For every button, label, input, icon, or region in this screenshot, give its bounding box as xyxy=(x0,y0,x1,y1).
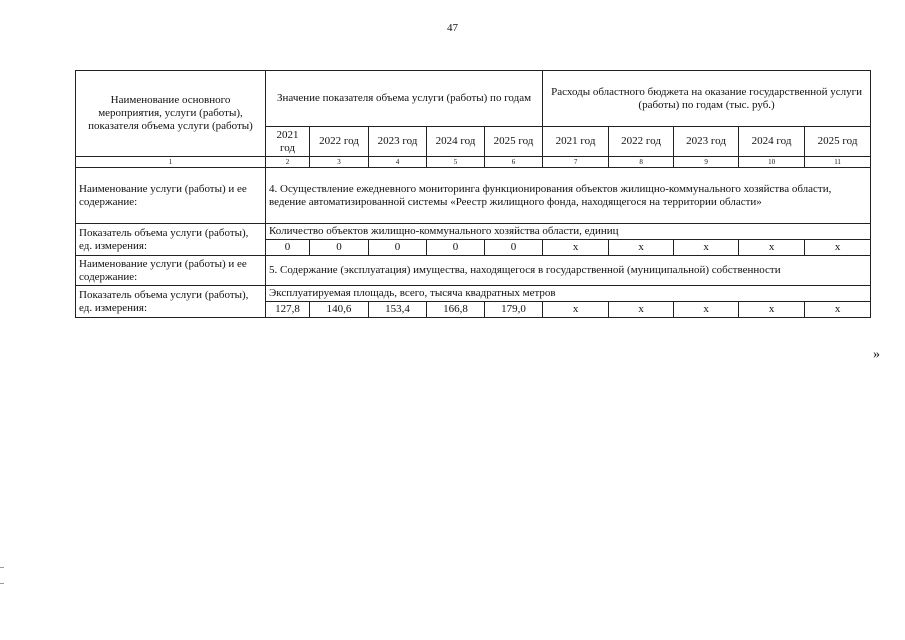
column-number: 10 xyxy=(739,157,805,168)
page-number: 47 xyxy=(447,22,458,34)
service-label: Наименование услуги (работы) и ее содержание: xyxy=(76,256,266,286)
value-cell: 0 xyxy=(266,240,310,256)
service-description: 4. Осуществление ежедневного мониторинга функционирования объектов жилищно-коммунального хозяйства области, ведение автоматизированной системы «Реестр жилищного фонда, находящегося на территории области» xyxy=(266,168,871,224)
service-description: 5. Содержание (эксплуатация) имущества, находящегося в государственной (муниципальной) собственности xyxy=(266,256,871,286)
year-header: 2025 год xyxy=(485,127,543,157)
expense-cell: х xyxy=(805,302,871,318)
column-number: 1 xyxy=(76,157,266,168)
closing-quote-mark: » xyxy=(873,347,880,362)
value-cell: 0 xyxy=(369,240,427,256)
year-header: 2021 год xyxy=(543,127,609,157)
value-cell: 153,4 xyxy=(369,302,427,318)
header-indicator-values: Значение показателя объема услуги (работы) по годам xyxy=(266,71,543,127)
column-number: 11 xyxy=(805,157,871,168)
year-header: 2024 год xyxy=(739,127,805,157)
value-cell: 0 xyxy=(427,240,485,256)
expense-cell: х xyxy=(609,240,674,256)
column-number: 9 xyxy=(674,157,739,168)
expense-cell: х xyxy=(739,240,805,256)
value-cell: 179,0 xyxy=(485,302,543,318)
year-header: 2024 год xyxy=(427,127,485,157)
column-number: 5 xyxy=(427,157,485,168)
expense-cell: х xyxy=(543,302,609,318)
year-header: 2025 год xyxy=(805,127,871,157)
indicator-description: Количество объектов жилищно-коммунального хозяйства области, единиц xyxy=(266,224,871,240)
column-number: 3 xyxy=(310,157,369,168)
scan-edge-mark xyxy=(0,583,4,584)
year-header: 2021 год xyxy=(266,127,310,157)
expense-cell: х xyxy=(739,302,805,318)
budget-table xyxy=(75,70,871,318)
column-number: 7 xyxy=(543,157,609,168)
value-cell: 0 xyxy=(485,240,543,256)
year-header: 2022 год xyxy=(310,127,369,157)
indicator-label: Показатель объема услуги (работы), ед. измерения: xyxy=(76,224,266,256)
expense-cell: х xyxy=(805,240,871,256)
year-header: 2023 год xyxy=(369,127,427,157)
scan-edge-mark xyxy=(0,567,4,568)
indicator-description: Эксплуатируемая площадь, всего, тысяча квадратных метров xyxy=(266,286,871,302)
column-number: 8 xyxy=(609,157,674,168)
service-label: Наименование услуги (работы) и ее содержание: xyxy=(76,168,266,224)
value-cell: 0 xyxy=(310,240,369,256)
expense-cell: х xyxy=(674,240,739,256)
value-cell: 140,6 xyxy=(310,302,369,318)
expense-cell: х xyxy=(674,302,739,318)
value-cell: 127,8 xyxy=(266,302,310,318)
column-number: 6 xyxy=(485,157,543,168)
value-cell: 166,8 xyxy=(427,302,485,318)
expense-cell: х xyxy=(543,240,609,256)
indicator-label: Показатель объема услуги (работы), ед. измерения: xyxy=(76,286,266,318)
column-number: 2 xyxy=(266,157,310,168)
year-header: 2022 год xyxy=(609,127,674,157)
header-main-event: Наименование основного мероприятия, услуги (работы), показателя объема услуги (работы) xyxy=(76,71,266,157)
header-budget-expenses: Расходы областного бюджета на оказание государственной услуги (работы) по годам (тыс. руб.) xyxy=(543,71,871,127)
column-number: 4 xyxy=(369,157,427,168)
expense-cell: х xyxy=(609,302,674,318)
year-header: 2023 год xyxy=(674,127,739,157)
